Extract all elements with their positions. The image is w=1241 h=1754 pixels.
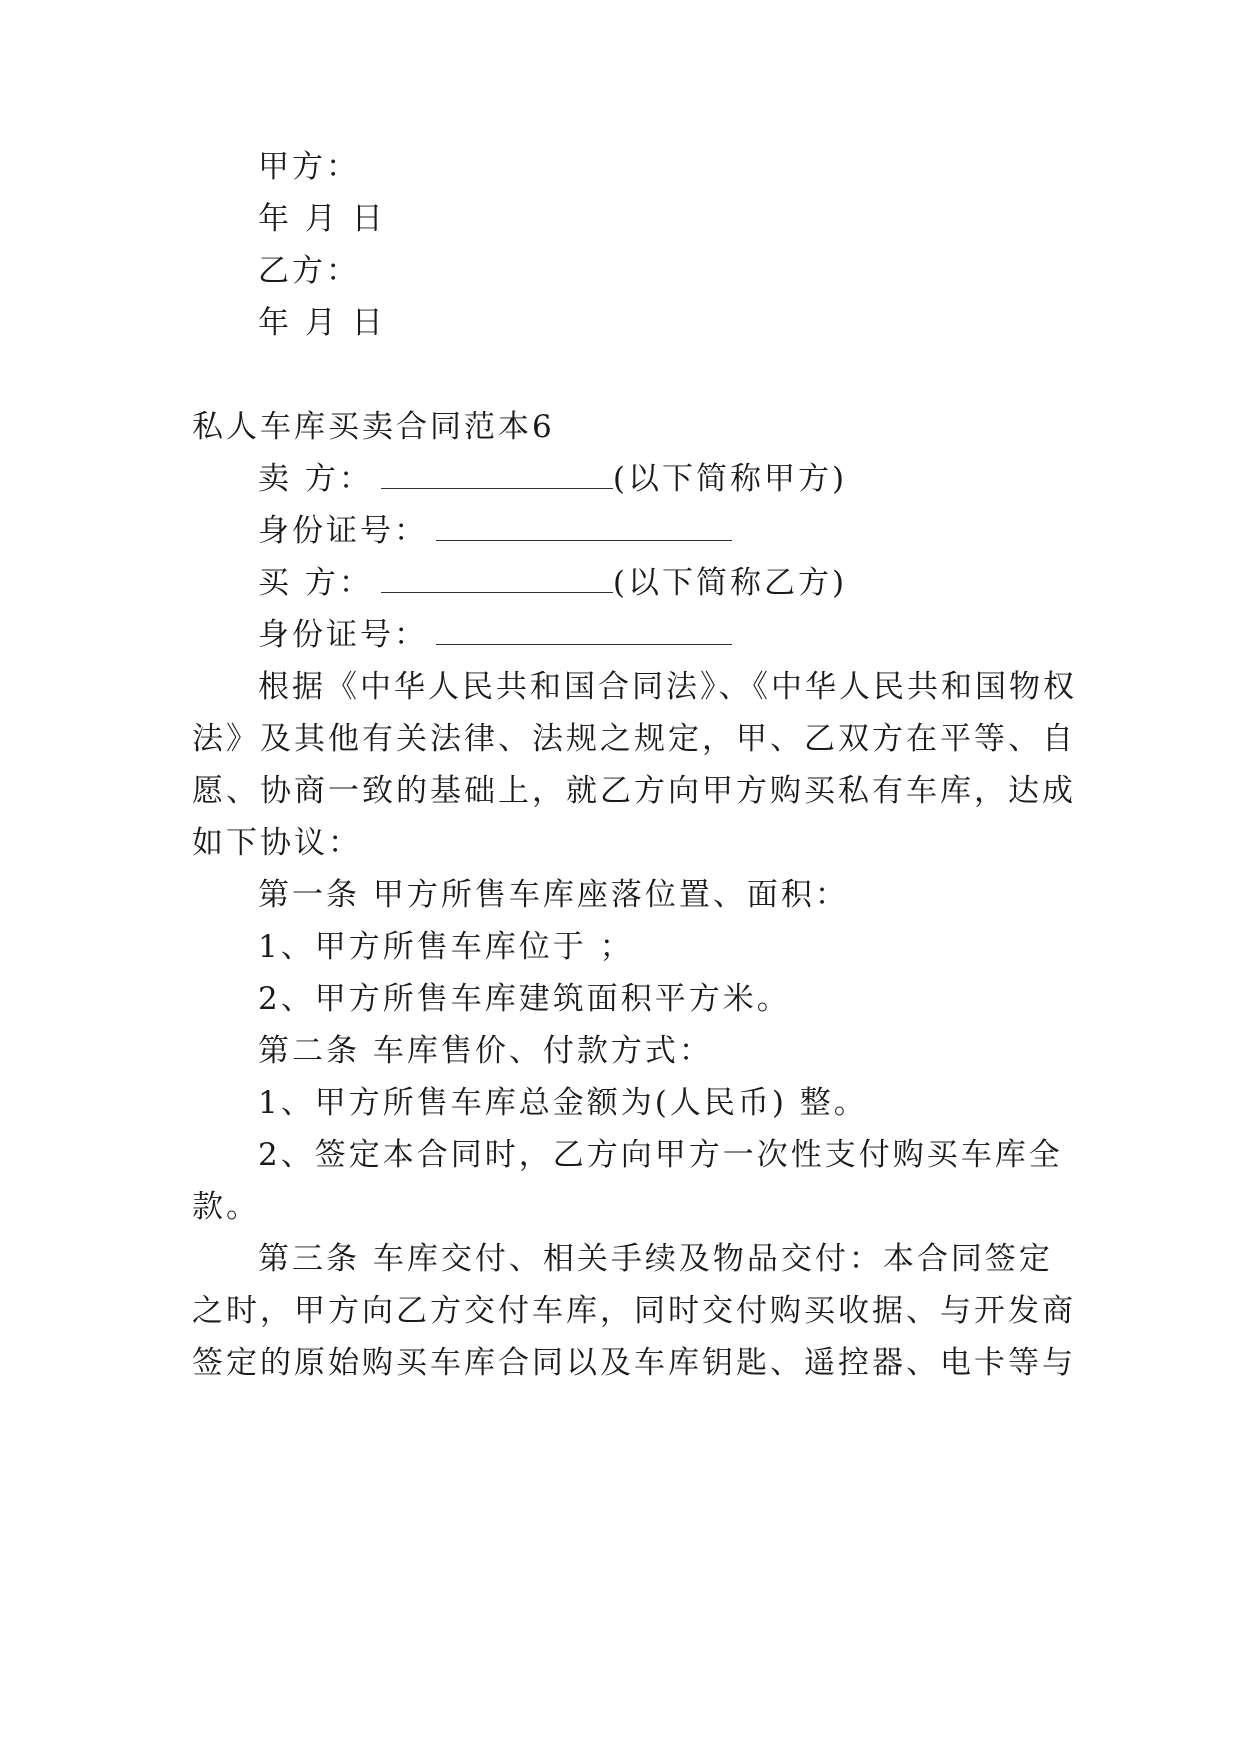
party-b-signature-date: 年 月 日 xyxy=(258,305,386,341)
seller-line xyxy=(258,459,847,499)
article2-item-payment: 2、签定本合同时，乙方向甲方一次性支付购买车库全 xyxy=(258,1137,1063,1173)
contract-title: 私人车库买卖合同范本6 xyxy=(192,409,555,445)
buyer-id-blank[interactable] xyxy=(436,618,732,645)
seller-id-blank[interactable] xyxy=(436,514,732,541)
seller-id-line xyxy=(258,511,732,551)
party-a-signature-label: 甲方： xyxy=(258,149,360,185)
article2-item-payment-cont: 款。 xyxy=(192,1189,260,1225)
buyer-id-line xyxy=(258,615,732,655)
article3-line: 签定的原始购买车库合同以及车库钥匙、遥控器、电卡等与 xyxy=(192,1345,1076,1381)
buyer-suffix: (以下简称乙方) xyxy=(612,565,848,601)
buyer-line xyxy=(258,563,847,603)
buyer-label: 买 方： xyxy=(258,565,373,601)
preamble-line: 愿、协商一致的基础上，就乙方向甲方购买私有车库，达成 xyxy=(192,773,1076,809)
seller-suffix: (以下简称甲方) xyxy=(612,461,848,497)
article1-item-location: 1、甲方所售车库位于 ； xyxy=(258,929,634,965)
preamble-line: 如下协议： xyxy=(192,825,362,861)
party-a-signature-date: 年 月 日 xyxy=(258,201,386,237)
preamble-line: 根据《中华人民共和国合同法》、《中华人民共和国物权 xyxy=(258,669,1077,705)
article2-item-price: 1、甲方所售车库总金额为(人民币) 整。 xyxy=(258,1085,868,1121)
article1-heading: 第一条 甲方所售车库座落位置、面积： xyxy=(258,877,849,913)
buyer-name-blank[interactable] xyxy=(381,566,613,593)
article2-heading: 第二条 车库售价、付款方式： xyxy=(258,1033,713,1069)
buyer-id-label: 身份证号： xyxy=(258,617,428,653)
article1-item-area: 2、甲方所售车库建筑面积平方米。 xyxy=(258,981,791,1017)
party-b-signature-label: 乙方： xyxy=(258,253,360,289)
seller-id-label: 身份证号： xyxy=(258,513,428,549)
article3-line: 之时，甲方向乙方交付车库，同时交付购买收据、与开发商 xyxy=(192,1293,1076,1329)
seller-name-blank[interactable] xyxy=(381,462,613,489)
article3-line: 第三条 车库交付、相关手续及物品交付：本合同签定 xyxy=(258,1241,1053,1277)
preamble-line: 法》及其他有关法律、法规之规定，甲、乙双方在平等、自 xyxy=(192,721,1076,757)
seller-label: 卖 方： xyxy=(258,461,373,497)
